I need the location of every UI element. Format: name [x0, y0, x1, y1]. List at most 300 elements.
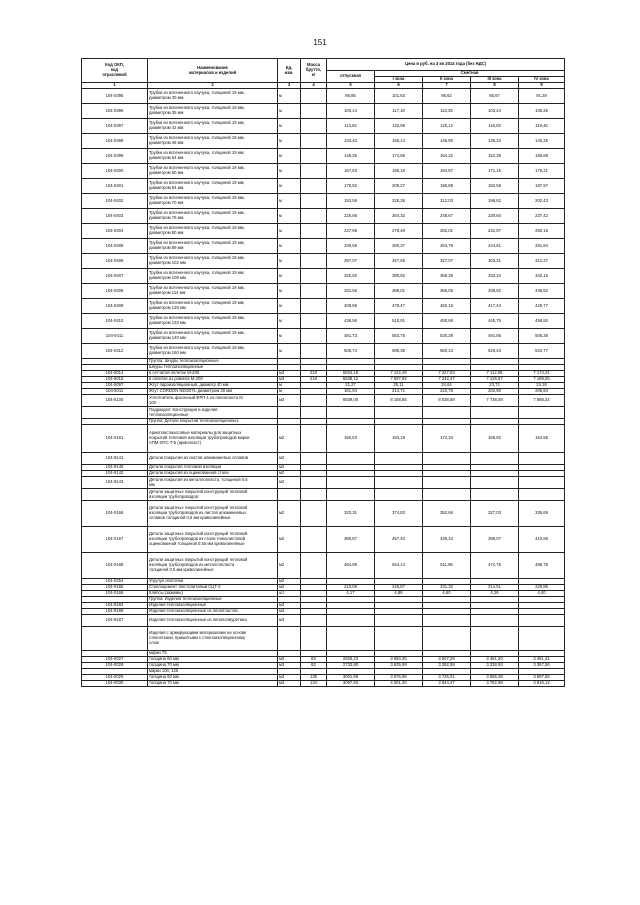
zone-1-price-cell: 225,36	[375, 194, 423, 209]
zone-4-price-cell: 187,97	[519, 179, 565, 194]
zone-3-price-cell: 136,22	[471, 134, 519, 149]
zone-2-price-cell: 7 242,47	[423, 377, 471, 383]
release-price-cell: 390,87	[327, 527, 375, 553]
name-cell: Трубки из вспененного каучука, толщиной 19 мм, диаметром 125 мм	[148, 299, 278, 314]
mass-cell: 218	[301, 371, 327, 377]
name-cell: Армопластмассовые материалы для защитных покрытий тепловой изоляции трубопроводов марки АПМ-ХПС-Т-5 (армопласт)	[148, 425, 278, 453]
table-row	[82, 425, 565, 453]
name-cell: Трубки из вспененного каучука, толщиной 19 мм, диаметром 42 мм	[148, 119, 278, 134]
zone-3-price-cell: 399,07	[471, 527, 519, 553]
zone-1-price-cell: 374,83	[375, 501, 423, 527]
zone-4-price-cell: 176,21	[519, 164, 565, 179]
table-row	[82, 314, 565, 329]
zone-2-price-cell: 110,25	[423, 104, 471, 119]
name-cell: в сетчатой оплетке М-200	[148, 371, 278, 377]
zone-1-price-cell: 245,87	[375, 585, 423, 591]
unit-cell: м	[278, 149, 301, 164]
name-cell: Трубки из вспененного каучука, толщиной 19 мм, диаметром 114 мм	[148, 284, 278, 299]
zone-3-price-cell	[471, 489, 519, 501]
release-price-cell	[327, 615, 375, 627]
zone-4-price-cell: 250,15	[519, 224, 565, 239]
zone-4-price-cell: 140,25	[519, 134, 565, 149]
zone-2-price-cell: 358,38	[423, 269, 471, 284]
zone-4-price-cell: 336,69	[519, 501, 565, 527]
release-price-cell: 408,86	[327, 299, 375, 314]
zone-1-price-cell: 388,01	[375, 284, 423, 299]
mass-cell	[301, 501, 327, 527]
zone-2-price-cell: 7 227,63	[423, 371, 471, 377]
zone-3-price-cell: 3 451,20	[471, 657, 519, 663]
table-row	[82, 89, 565, 104]
zone-4-price-cell	[519, 453, 565, 465]
zone-2-price-cell: 3 392,58	[423, 663, 471, 669]
mass-cell: 83	[301, 657, 327, 663]
zone-4-price-cell: 458,92	[519, 314, 565, 329]
zone-2-price-cell: 231,32	[423, 585, 471, 591]
mass-cell	[301, 104, 327, 119]
zone-3-price-cell: 102,24	[471, 104, 519, 119]
code-cell: 104-9188	[82, 609, 148, 615]
zone-2-price-cell: 3 725,01	[423, 675, 471, 681]
mass-cell	[301, 329, 327, 344]
table-row	[82, 344, 565, 359]
name-cell: в оплетке из ровинга М-200	[148, 377, 278, 383]
table-row	[82, 284, 565, 299]
unit-cell	[278, 627, 301, 651]
code-cell: 104-0404	[82, 224, 148, 239]
zone-2-price-cell	[423, 453, 471, 465]
zone-3-price-cell: 171,15	[471, 164, 519, 179]
zone-2-price-cell	[423, 407, 471, 419]
code-cell: 104-9140	[82, 465, 148, 471]
mass-cell	[301, 627, 327, 651]
zone-1-price-cell: 156,14	[375, 134, 423, 149]
zone-1-price-cell: 183,19	[375, 425, 423, 453]
zone-4-price-cell: 312,27	[519, 254, 565, 269]
zone-2-price-cell	[423, 489, 471, 501]
code-cell: 104-5097	[82, 383, 148, 389]
zone-2-price-cell: 184,57	[423, 164, 471, 179]
unit-cell: м	[278, 269, 301, 284]
price-table	[81, 58, 565, 687]
unit-cell: м	[278, 329, 301, 344]
table-row	[82, 627, 565, 651]
zone-4-price-cell: 4,40	[519, 591, 565, 597]
zone-3-price-cell: 202,90	[471, 389, 519, 395]
zone-1-price-cell: 347,65	[375, 254, 423, 269]
zone-1-price-cell: 101,63	[375, 89, 423, 104]
unit-cell: м	[278, 224, 301, 239]
name-cell: Трубки из вспененного каучука, толщиной 19 мм, диаметром 60 мм	[148, 164, 278, 179]
release-price-cell: 149,25	[327, 149, 375, 164]
table-row	[82, 299, 565, 314]
unit-cell: м	[278, 344, 301, 359]
zone-1-price-cell: 7 597,92	[375, 377, 423, 383]
header-zone-1: I зона	[375, 77, 423, 83]
zone-4-price-cell: 410,86	[519, 527, 565, 553]
name-cell: Жгут CORDON NEODYL диаметром 30 мм	[148, 389, 278, 395]
zone-2-price-cell: 248,67	[423, 209, 471, 224]
mass-cell	[301, 194, 327, 209]
release-price-cell: 21,27	[327, 383, 375, 389]
mass-cell: 218	[301, 377, 327, 383]
code-cell	[82, 407, 148, 419]
unit-cell: м2	[278, 553, 301, 579]
unit-cell: м	[278, 89, 301, 104]
mass-cell	[301, 224, 327, 239]
zone-2-price-cell	[423, 627, 471, 651]
name-cell: марки 75	[148, 651, 278, 657]
name-cell: Трубки из вспененного каучука, толщиной 19 мм, диаметром 140 мм	[148, 329, 278, 344]
zone-3-price-cell: 7 738,08	[471, 395, 519, 407]
mass-cell	[301, 254, 327, 269]
zone-4-price-cell: 7 174,31	[519, 371, 565, 377]
unit-cell: м2	[278, 501, 301, 527]
code-cell: 104-0405	[82, 239, 148, 254]
column-number: 9	[519, 83, 565, 89]
code-cell	[82, 627, 148, 651]
zone-3-price-cell: 338,52	[471, 284, 519, 299]
column-number: 3	[278, 83, 301, 89]
name-cell: Трубки из вспененного каучука, толщиной 19 мм, диаметром 70 мм	[148, 194, 278, 209]
release-price-cell: 237,98	[327, 224, 375, 239]
release-price-cell	[327, 453, 375, 465]
zone-1-price-cell	[375, 489, 423, 501]
zone-4-price-cell	[519, 477, 565, 489]
unit-cell: м	[278, 104, 301, 119]
code-cell: 104-0028	[82, 663, 148, 669]
name-cell: Детали покрытия тепловой изоляции	[148, 465, 278, 471]
name-cell: марки 100, 125	[148, 669, 278, 675]
zone-1-price-cell	[375, 627, 423, 651]
header-name: Наименование материалов и изделий	[148, 59, 278, 83]
zone-3-price-cell: 491,85	[471, 329, 519, 344]
code-cell: 104-0395	[82, 89, 148, 104]
release-price-cell: 508,74	[327, 344, 375, 359]
zone-3-price-cell	[471, 627, 519, 651]
zone-3-price-cell: 303,31	[471, 254, 519, 269]
unit-cell: м3	[278, 377, 301, 383]
code-cell: 104-0406	[82, 254, 148, 269]
name-cell: Кляпсы (зажимы)	[148, 591, 278, 597]
code-cell: 104-5011	[82, 389, 148, 395]
column-number: 5	[327, 83, 375, 89]
release-price-cell: 3001,69	[327, 675, 375, 681]
name-cell: Детали покрытия из листов алюминиевых сплавов	[148, 453, 278, 465]
unit-cell: м	[278, 314, 301, 329]
zone-2-price-cell: 146,90	[423, 134, 471, 149]
zone-4-price-cell: 506,38	[519, 329, 565, 344]
code-cell: 104-0254	[82, 579, 148, 585]
zone-4-price-cell: 3 367,56	[519, 663, 565, 669]
name-cell: Трубки из вспененного каучука, толщиной 19 мм, диаметром 76 мм	[148, 209, 278, 224]
unit-cell: м	[278, 284, 301, 299]
table-row	[82, 119, 565, 134]
mass-cell: 134	[301, 681, 327, 687]
zone-3-price-cell: 327,03	[471, 501, 519, 527]
name-cell: Угрулуя оболочки	[148, 579, 278, 585]
unit-cell: м	[278, 164, 301, 179]
zone-3-price-cell: 116,03	[471, 119, 519, 134]
zone-1-price-cell: 25,11	[375, 383, 423, 389]
table-row	[82, 477, 565, 489]
release-price-cell: 6939,00	[327, 395, 375, 407]
zone-3-price-cell	[471, 615, 519, 627]
zone-3-price-cell: 159,82	[471, 425, 519, 453]
zone-3-price-cell: 85,67	[471, 89, 519, 104]
code-cell: 104-5014	[82, 371, 148, 377]
unit-cell: м	[278, 239, 301, 254]
mass-cell	[301, 314, 327, 329]
name-cell: Трубки из вспененного каучука, толщиной 19 мм, диаметром 80 мм	[148, 224, 278, 239]
unit-cell: м3	[278, 615, 301, 627]
mass-cell	[301, 453, 327, 465]
zone-4-price-cell: 105,26	[519, 104, 565, 119]
code-cell: 104-0408	[82, 284, 148, 299]
unit-cell: м2	[278, 477, 301, 489]
release-price-cell	[327, 489, 375, 501]
mass-cell	[301, 209, 327, 224]
name-cell: толщина 70 мм	[148, 663, 278, 669]
release-price-cell: 297,07	[327, 254, 375, 269]
zone-2-price-cell: 262,01	[423, 224, 471, 239]
zone-2-price-cell: 8 038,59	[423, 395, 471, 407]
unit-cell: м	[278, 194, 301, 209]
code-cell: 104-0399	[82, 149, 148, 164]
release-price-cell: 113,64	[327, 119, 375, 134]
unit-cell: м2	[278, 585, 301, 591]
zone-4-price-cell: 3 481,41	[519, 657, 565, 663]
zone-3-price-cell: 182,58	[471, 179, 519, 194]
zone-3-price-cell	[471, 407, 519, 419]
code-cell: 104-5100	[82, 395, 148, 407]
release-price-cell: 100,14	[327, 104, 375, 119]
zone-2-price-cell: 430,34	[423, 527, 471, 553]
zone-4-price-cell: 3 697,55	[519, 675, 565, 681]
table-row	[82, 134, 565, 149]
header-zone-4: IV зона	[519, 77, 565, 83]
unit-cell	[278, 407, 301, 419]
unit-cell: м	[278, 383, 301, 389]
code-cell: 104-9187	[82, 615, 148, 627]
unit-cell: м2	[278, 579, 301, 585]
zone-3-price-cell: 417,44	[471, 299, 519, 314]
code-cell: 104-0155	[82, 585, 148, 591]
zone-3-price-cell: 445,75	[471, 314, 519, 329]
table-row	[82, 239, 565, 254]
zone-2-price-cell: 164,32	[423, 149, 471, 164]
name-cell: Уплотнитель фасонный ФРП-1 из пенопласта М 100	[148, 395, 278, 407]
column-number: 2	[148, 83, 278, 89]
zone-3-price-cell: 152,38	[471, 149, 519, 164]
unit-cell: м	[278, 254, 301, 269]
mass-cell	[301, 149, 327, 164]
zone-3-price-cell: 474,75	[471, 553, 519, 579]
name-cell: Группа: Детали покрытий теплоизоляционных	[148, 419, 278, 425]
code-cell: 104-0409	[82, 299, 148, 314]
code-cell: 104-0161	[82, 425, 148, 453]
zone-2-price-cell: 95,62	[423, 89, 471, 104]
zone-4-price-cell: 429,77	[519, 299, 565, 314]
zone-3-price-cell: 332,34	[471, 269, 519, 284]
code-cell: 104-5015	[82, 377, 148, 383]
header-release-price: отпускная	[327, 71, 375, 83]
mass-cell	[301, 299, 327, 314]
table-row	[82, 224, 565, 239]
unit-cell: м	[278, 209, 301, 224]
unit-cell: м	[278, 299, 301, 314]
unit-cell: м2	[278, 425, 301, 453]
zone-3-price-cell: 242,97	[471, 224, 519, 239]
mass-cell	[301, 477, 327, 489]
zone-1-price-cell: 8 158,85	[375, 395, 423, 407]
name-cell: Трубки из вспененного каучука, толщиной 19 мм, диаметром 108 мм	[148, 269, 278, 284]
mass-cell	[301, 615, 327, 627]
zone-1-price-cell: 563,75	[375, 329, 423, 344]
zone-2-price-cell: 263,79	[423, 239, 471, 254]
name-cell: Трубки из вспененного каучука, толщиной 19 мм, диаметром 102 мм	[148, 254, 278, 269]
zone-1-price-cell: 544,14	[375, 553, 423, 579]
name-cell: Жгут пароизоляционный, диаметр 40 мм	[148, 383, 278, 389]
name-cell: Трубки из вспененного каучука, толщиной 19 мм, диаметром 54 мм	[148, 149, 278, 164]
header-unit: Ед. изм.	[278, 59, 301, 83]
table-row	[82, 501, 565, 527]
mass-cell	[301, 89, 327, 104]
zone-1-price-cell: 4,88	[375, 591, 423, 597]
zone-1-price-cell: 380,92	[375, 269, 423, 284]
name-cell: Изделия с армирующими материалами на основе стеклоткани, пришитыми к стеклоизоляционному слою	[148, 627, 278, 651]
zone-4-price-cell: 342,16	[519, 269, 565, 284]
zone-1-price-cell: 209,27	[375, 179, 423, 194]
table-row	[82, 527, 565, 553]
code-cell: 104-0401	[82, 179, 148, 194]
name-cell: Шнуры теплоизоляционные	[148, 365, 278, 371]
zone-1-price-cell	[375, 407, 423, 419]
zone-1-price-cell: 196,18	[375, 164, 423, 179]
unit-cell: м3	[278, 395, 301, 407]
unit-cell: м2	[278, 527, 301, 553]
unit-cell: м	[278, 119, 301, 134]
name-cell: Трубки из вспененного каучука, толщиной 19 мм, диаметром 64 мм	[148, 179, 278, 194]
name-cell: Группа: Шнуры теплоизоляционные	[148, 359, 278, 365]
zone-2-price-cell: 530,39	[423, 329, 471, 344]
zone-1-price-cell: 174,66	[375, 149, 423, 164]
column-number: 6	[375, 83, 423, 89]
name-cell: Группа: Изделия теплоизоляционные	[148, 597, 278, 603]
zone-2-price-cell: 352,66	[423, 501, 471, 527]
zone-2-price-cell: 212,03	[423, 194, 471, 209]
mass-cell	[301, 179, 327, 194]
name-cell: Детали защитных покрытий конструкций тепловой изоляции трубопроводов из листов алюминиевых сплавов толщиной 0,5 мм криволинейные	[148, 501, 278, 527]
release-price-cell: 86,85	[327, 89, 375, 104]
code-cell: 104-9143	[82, 477, 148, 489]
mass-cell: 135	[301, 675, 327, 681]
code-cell: 104-0398	[82, 134, 148, 149]
unit-cell: м3	[278, 663, 301, 669]
zone-4-price-cell: 156,89	[519, 149, 565, 164]
unit-cell: м	[278, 179, 301, 194]
zone-3-price-cell: 7 112,05	[471, 371, 519, 377]
release-price-cell: 2733,80	[327, 663, 375, 669]
code-cell: 104-0166	[82, 501, 148, 527]
release-price-cell: 3097,93	[327, 681, 375, 687]
table-row	[82, 615, 565, 627]
zone-2-price-cell: 3 844,47	[423, 681, 471, 687]
name-cell: толщина 60 мм	[148, 657, 278, 663]
mass-cell	[301, 134, 327, 149]
zone-2-price-cell: 480,68	[423, 314, 471, 329]
unit-cell: м3	[278, 603, 301, 609]
table-row	[82, 553, 565, 579]
name-cell: Изделия теплоизоляционные	[148, 603, 278, 609]
zone-3-price-cell	[471, 477, 519, 489]
column-number: 8	[471, 83, 519, 89]
release-price-cell	[327, 627, 375, 651]
unit-cell: м	[278, 389, 301, 395]
release-price-cell: 210,09	[327, 585, 375, 591]
code-cell: 104-0027	[82, 657, 148, 663]
zone-2-price-cell	[423, 615, 471, 627]
zone-1-price-cell: 4 001,30	[375, 681, 423, 687]
code-cell: 104-0030	[82, 681, 148, 687]
code-cell: 104-0402	[82, 194, 148, 209]
header-price-title: Цена в руб. на 3 кв 2014 года (без НДС)	[327, 59, 565, 71]
column-number: 1	[82, 83, 148, 89]
code-cell: 104-0412	[82, 344, 148, 359]
name-cell: Стеклоцемент текстолитовый СЦТ-2	[148, 585, 278, 591]
zone-3-price-cell: 3 782,98	[471, 681, 519, 687]
table-row	[82, 254, 565, 269]
zone-1-price-cell: 3 650,35	[375, 657, 423, 663]
zone-2-price-cell: 210,78	[423, 389, 471, 395]
name-cell: Детали защитных покрытий конструкций тепловой изоляции трубопроводов:	[148, 489, 278, 501]
table-row	[82, 194, 565, 209]
unit-cell: м	[278, 134, 301, 149]
release-price-cell: 4,17	[327, 591, 375, 597]
name-cell: Трубки из вспененного каучука, толщиной 19 мм, диаметром 48 мм	[148, 134, 278, 149]
zone-1-price-cell: 264,32	[375, 209, 423, 224]
unit-cell: м3	[278, 675, 301, 681]
unit-cell	[278, 489, 301, 501]
mass-cell	[301, 269, 327, 284]
release-price-cell: 181,94	[327, 389, 375, 395]
release-price-cell: 167,63	[327, 164, 375, 179]
zone-4-price-cell	[519, 615, 565, 627]
code-cell: 104-0167	[82, 527, 148, 553]
header-code: Код ОКП, код отраслевой	[82, 59, 148, 83]
unit-cell: м3	[278, 609, 301, 615]
code-cell: 104-0397	[82, 119, 148, 134]
zone-4-price-cell: 534,77	[519, 344, 565, 359]
zone-3-price-cell: 7 126,67	[471, 377, 519, 383]
unit-cell: м3	[278, 371, 301, 377]
name-cell: Детали защитных покрытий конструкций тепловой изоляции трубопроводов из стали тонколистовой оцинкованной толщиной 0,55 мм криволинейные	[148, 527, 278, 553]
table-row	[82, 179, 565, 194]
zone-4-price-cell: 7 888,34	[519, 395, 565, 407]
mass-cell	[301, 344, 327, 359]
zone-3-price-cell: 4,26	[471, 591, 519, 597]
zone-3-price-cell: 3 338,93	[471, 663, 519, 669]
mass-cell	[301, 239, 327, 254]
zone-4-price-cell: 220,85	[519, 585, 565, 591]
mass-cell	[301, 425, 327, 453]
release-price-cell	[327, 477, 375, 489]
zone-3-price-cell	[471, 453, 519, 465]
table-row	[82, 453, 565, 465]
header-estimate-price: Сметная	[375, 71, 565, 77]
zone-3-price-cell: 214,51	[471, 585, 519, 591]
zone-1-price-cell: 7 122,49	[375, 371, 423, 377]
